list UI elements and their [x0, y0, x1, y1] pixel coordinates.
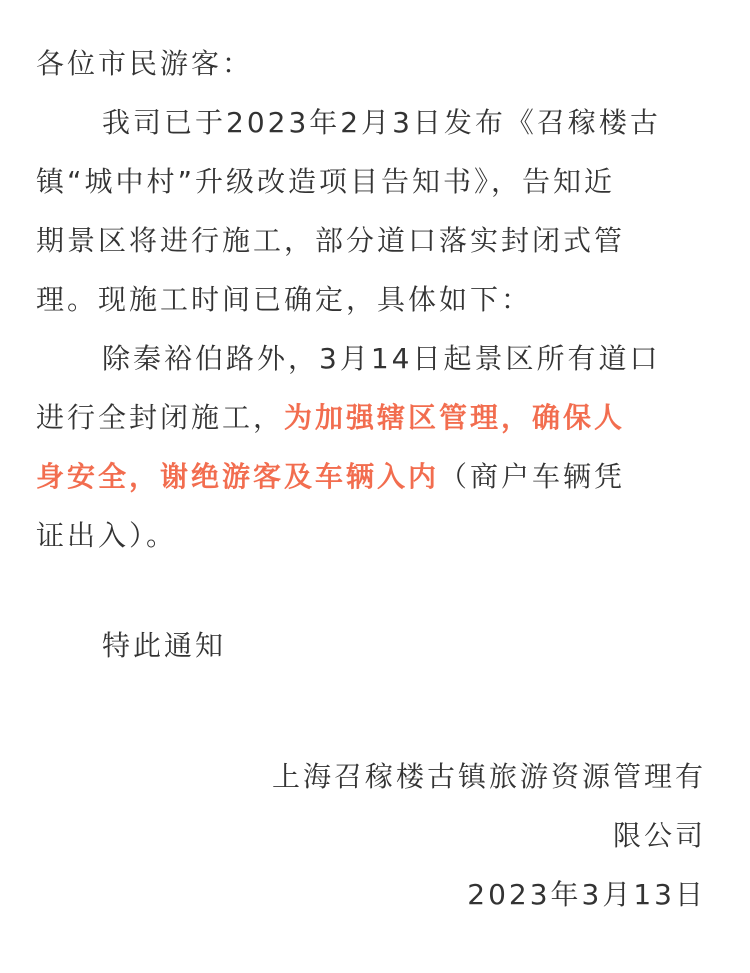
paragraph-1-line: 理。现施工时间已确定，具体如下： — [36, 283, 533, 316]
paragraph-2-line: 证出入）。 — [36, 519, 178, 552]
salutation: 各位市民游客： — [36, 47, 254, 80]
closing-text: 特此通知 — [102, 629, 227, 662]
normal-text: （商户车辆凭 — [439, 460, 626, 493]
paragraph-2-line — [36, 447, 708, 506]
paragraph-1-line: 我司已于2023年2月3日发布《召稼楼古 — [102, 106, 661, 139]
signature-company-line-1: 上海召稼楼古镇旅游资源管理有 — [271, 760, 706, 793]
notice-body — [36, 34, 708, 675]
paragraph-1-line: 期景区将进行施工，部分道口落实封闭式管 — [36, 224, 626, 257]
normal-text: 进行全封闭施工， — [36, 401, 285, 434]
highlighted-text: 为加强辖区管理，确保人 — [284, 401, 626, 434]
paragraph-1-line: 镇“城中村”升级改造项目告知书》，告知近 — [36, 165, 616, 198]
signature-company-line-2: 限公司 — [612, 819, 706, 852]
paragraph-2-line — [36, 388, 708, 447]
signature-date: 2023年3月13日 — [467, 878, 706, 911]
highlighted-text: 身安全，谢绝游客及车辆入内 — [36, 460, 440, 493]
paragraph-2-line: 除秦裕伯路外，3月14日起景区所有道口 — [102, 342, 661, 375]
